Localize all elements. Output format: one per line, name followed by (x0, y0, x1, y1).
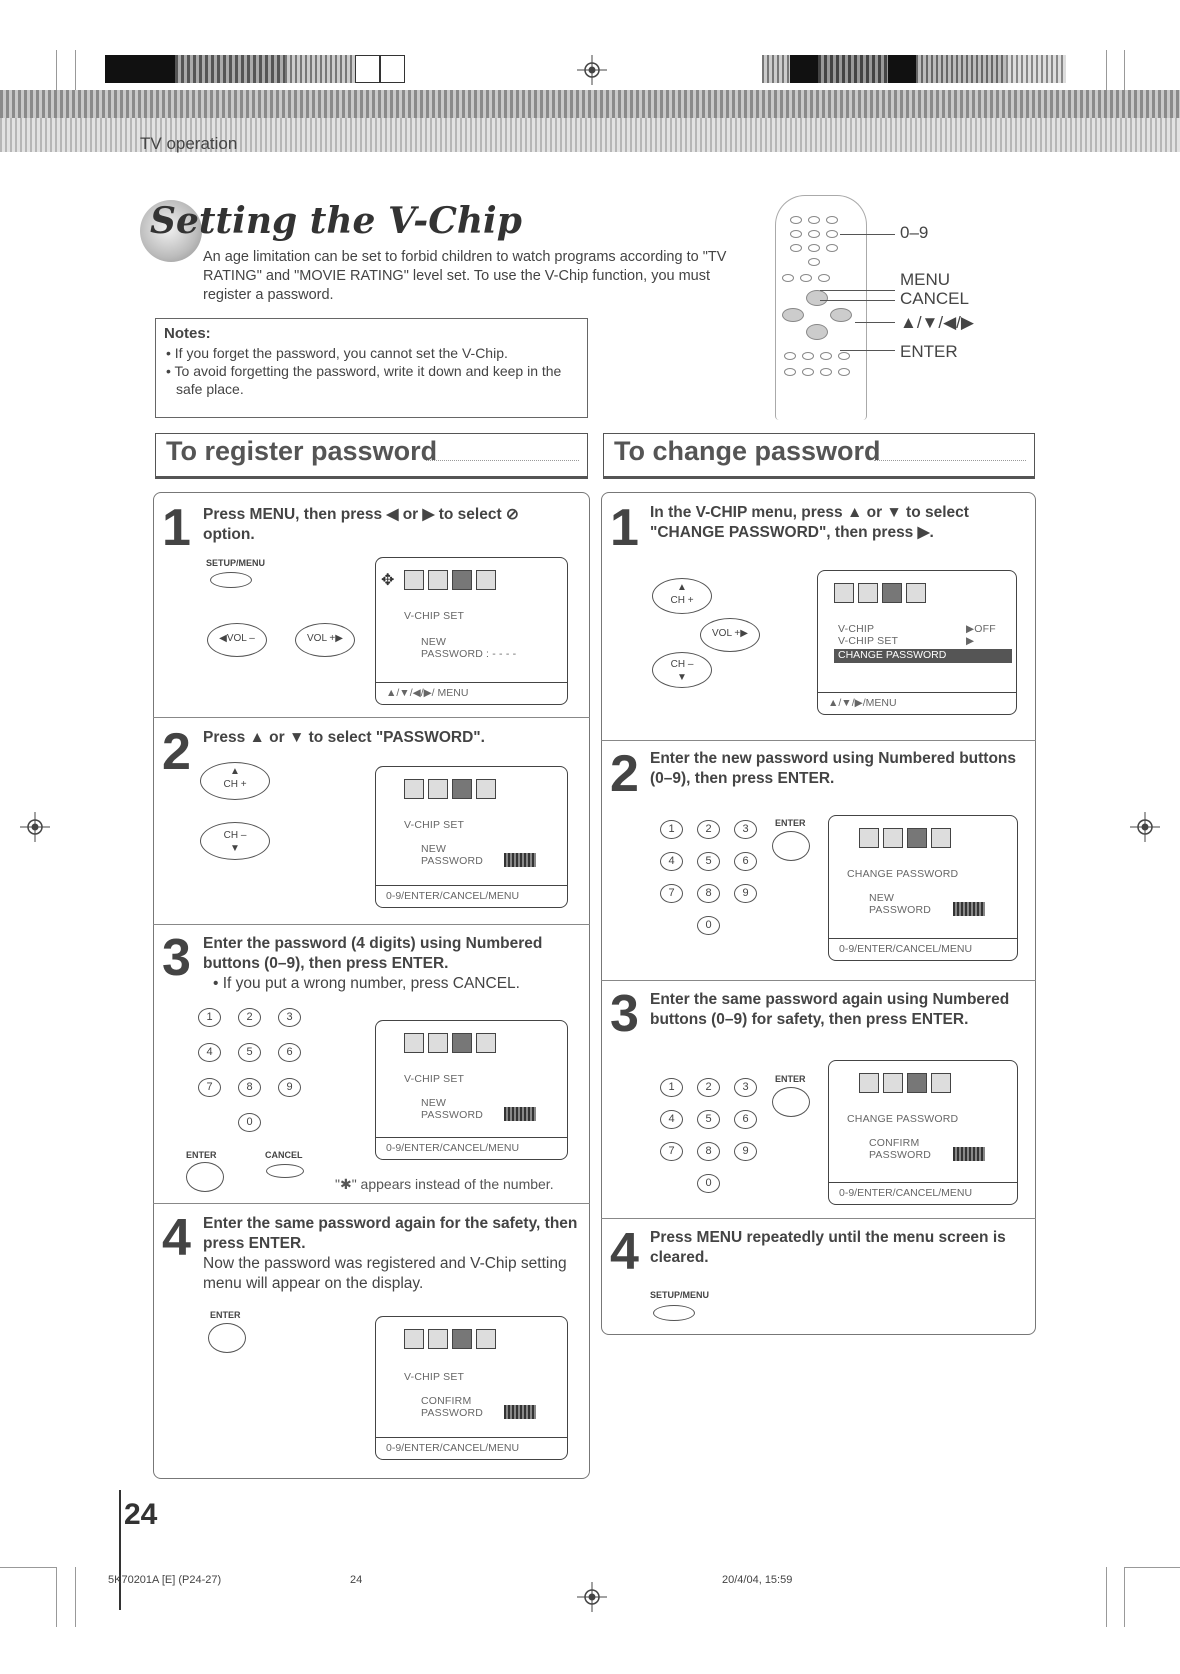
digit-3-button[interactable]: 3 (734, 820, 757, 839)
footer-date: 20/4/04, 15:59 (722, 1574, 793, 1586)
crop-mark (1106, 50, 1107, 90)
osd-screen: CHANGE PASSWORD CONFIRM PASSWORD 0-9/ENTER/CANCEL/MENU (828, 1060, 1018, 1205)
note-item: • To avoid forgetting the password, write it down and keep in the safe place. (166, 363, 562, 397)
crop-mark (75, 50, 76, 90)
step-text: Press MENU repeatedly until the menu screen is cleared. (650, 1229, 1006, 1266)
register-password-header: To register password (155, 433, 588, 479)
step-number: 3 (610, 985, 639, 1043)
arrows-icon: ✥ (381, 572, 395, 589)
digit-1-button[interactable]: 1 (660, 1078, 683, 1097)
color-bar (888, 55, 916, 83)
digit-9-button[interactable]: 9 (278, 1078, 301, 1097)
step-text: Enter the password (4 digits) using Numbered buttons (0–9), then press ENTER. (203, 935, 543, 972)
enter-button[interactable] (772, 1087, 810, 1117)
step-subtext: Now the password was registered and V-Chip setting menu will appear on the display. (203, 1255, 567, 1292)
step-number: 2 (610, 745, 639, 803)
digit-7-button[interactable]: 7 (198, 1078, 221, 1097)
setup-menu-button[interactable] (210, 572, 252, 588)
crop-mark (1124, 1567, 1180, 1568)
footer-page: 24 (350, 1574, 363, 1586)
color-bar (790, 55, 818, 83)
digit-4-button[interactable]: 4 (660, 1110, 683, 1129)
digit-2-button[interactable]: 2 (238, 1008, 261, 1027)
cancel-button[interactable] (266, 1164, 304, 1178)
crop-mark (75, 1567, 76, 1627)
digit-8-button[interactable]: 8 (697, 884, 720, 903)
digit-0-button[interactable]: 0 (697, 916, 720, 935)
osd-screen: ✥ V-CHIP SET NEW PASSWORD : - - - - ▲/▼/◀/▶/ MENU (375, 557, 568, 705)
ch-plus-button[interactable]: ▲ CH + (652, 578, 712, 614)
digit-1-button[interactable]: 1 (198, 1008, 221, 1027)
page-rule (119, 1490, 121, 1610)
registration-mark-icon (577, 1582, 607, 1612)
digit-8-button[interactable]: 8 (697, 1142, 720, 1161)
vol-plus-button[interactable]: VOL +▶ (700, 618, 760, 652)
osd-screen: V-CHIP SET CONFIRM PASSWORD 0-9/ENTER/CANCEL/MENU (375, 1316, 568, 1460)
selected-menu-row: CHANGE PASSWORD (834, 649, 1012, 663)
digit-3-button[interactable]: 3 (734, 1078, 757, 1097)
step-number: 2 (162, 723, 191, 781)
digit-5-button[interactable]: 5 (697, 1110, 720, 1129)
digit-9-button[interactable]: 9 (734, 1142, 757, 1161)
digit-3-button[interactable]: 3 (278, 1008, 301, 1027)
digit-1-button[interactable]: 1 (660, 820, 683, 839)
registration-mark-icon (20, 812, 50, 842)
remote-label-digits: 0–9 (900, 223, 929, 242)
page-number: 24 (124, 1498, 158, 1531)
step-text: In the V-CHIP menu, press ▲ or ▼ to select "CHANGE PASSWORD", then press ▶. (650, 504, 969, 541)
enter-button[interactable] (208, 1323, 246, 1353)
remote-label-cancel: CANCEL (900, 289, 969, 308)
digit-6-button[interactable]: 6 (278, 1043, 301, 1062)
digit-7-button[interactable]: 7 (660, 1142, 683, 1161)
color-bar (285, 55, 355, 83)
enter-button[interactable] (772, 831, 810, 861)
digit-2-button[interactable]: 2 (697, 820, 720, 839)
digit-0-button[interactable]: 0 (697, 1174, 720, 1193)
step-text: Press ▲ or ▼ to select "PASSWORD". (203, 729, 485, 746)
step-text: Enter the same password again using Numbered buttons (0–9) for safety, then press ENTER. (650, 991, 1010, 1028)
crop-mark (1106, 1567, 1107, 1627)
footer-code: 5K70201A [E] (P24-27) (108, 1574, 222, 1586)
digit-9-button[interactable]: 9 (734, 884, 757, 903)
asterisk-note: "✱" appears instead of the number. (335, 1176, 554, 1192)
color-bar (175, 55, 285, 83)
osd-screen: V-CHIP SET NEW PASSWORD 0-9/ENTER/CANCEL/MENU (375, 766, 568, 908)
registration-mark-icon (1130, 812, 1160, 842)
crop-mark (0, 1567, 56, 1568)
crop-mark (56, 1567, 57, 1627)
ch-minus-button[interactable]: CH – ▼ (200, 822, 270, 860)
color-bar (1006, 55, 1066, 83)
osd-screen: V-CHIP ▶OFF V-CHIP SET ▶ CHANGE PASSWORD ▲/▼/▶/MENU (817, 570, 1017, 715)
step-number: 1 (610, 499, 639, 557)
step-subtext: • If you put a wrong number, press CANCEL. (213, 975, 520, 992)
remote-label-arrows: ▲/▼/◀/▶ (900, 313, 974, 332)
digit-0-button[interactable]: 0 (238, 1113, 261, 1132)
crop-mark (1124, 1567, 1125, 1627)
color-bar (105, 55, 175, 83)
digit-6-button[interactable]: 6 (734, 852, 757, 871)
digit-7-button[interactable]: 7 (660, 884, 683, 903)
section-label: TV operation (140, 134, 238, 153)
remote-label-enter: ENTER (900, 342, 958, 361)
digit-5-button[interactable]: 5 (238, 1043, 261, 1062)
digit-4-button[interactable]: 4 (660, 852, 683, 871)
step-number: 4 (162, 1209, 191, 1267)
intro-text: An age limitation can be set to forbid children to watch programs according to "TV RATING" and "MOVIE RATING" level set. To use the V-Chip function, you must register a password. (203, 249, 727, 303)
setup-menu-button[interactable] (653, 1305, 695, 1321)
enter-button[interactable] (186, 1162, 224, 1192)
remote-label-menu: MENU (900, 270, 951, 289)
digit-6-button[interactable]: 6 (734, 1110, 757, 1129)
vol-minus-button[interactable]: ◀VOL – (207, 623, 267, 657)
notes-heading: Notes: (164, 325, 211, 342)
step-number: 3 (162, 929, 191, 987)
page-title: Setting the V-Chip (150, 200, 522, 242)
osd-screen: CHANGE PASSWORD NEW PASSWORD 0-9/ENTER/CANCEL/MENU (828, 815, 1018, 961)
color-bar (355, 55, 380, 83)
change-password-header: To change password (603, 433, 1035, 479)
digit-5-button[interactable]: 5 (697, 852, 720, 871)
step-text: Press MENU, then press ◀ or ▶ to select ⊘ option. (203, 506, 519, 543)
step-number: 1 (162, 499, 191, 557)
digit-4-button[interactable]: 4 (198, 1043, 221, 1062)
step-text: Enter the same password again for the safety, then press ENTER. (203, 1215, 578, 1252)
remote-illustration (775, 195, 867, 420)
ch-plus-button[interactable]: ▲ CH + (200, 762, 270, 800)
color-bar (380, 55, 405, 83)
color-bar (762, 55, 790, 83)
vol-plus-button[interactable]: VOL +▶ (295, 623, 355, 657)
digit-2-button[interactable]: 2 (697, 1078, 720, 1097)
digit-8-button[interactable]: 8 (238, 1078, 261, 1097)
step-text: Enter the new password using Numbered buttons (0–9), then press ENTER. (650, 750, 1017, 787)
registration-mark-icon (577, 55, 607, 85)
notes-box (155, 318, 588, 418)
color-bar (916, 55, 1006, 83)
osd-screen: V-CHIP SET NEW PASSWORD 0-9/ENTER/CANCEL/MENU (375, 1020, 568, 1160)
ch-minus-button[interactable]: CH – ▼ (652, 652, 712, 688)
note-item: • If you forget the password, you cannot set the V-Chip. (166, 345, 508, 361)
color-bar (818, 55, 888, 83)
step-number: 4 (610, 1223, 639, 1281)
